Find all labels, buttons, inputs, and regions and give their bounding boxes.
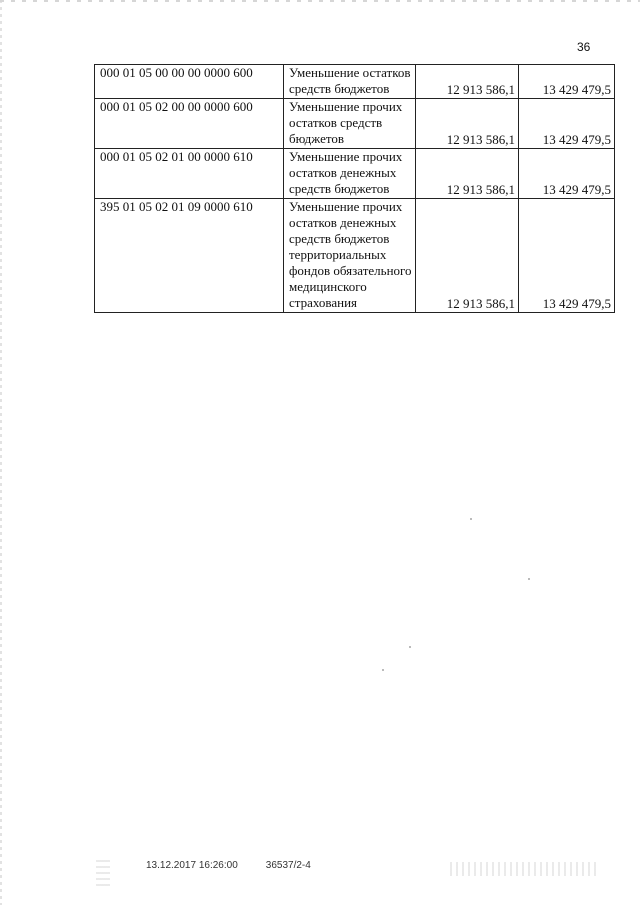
- row-value-1: 12 913 586,1: [416, 199, 519, 313]
- table-row: [95, 199, 615, 313]
- row-value-2: 13 429 479,5: [519, 199, 615, 313]
- row-value-1: 12 913 586,1: [416, 65, 519, 99]
- scan-speck: [528, 578, 530, 580]
- row-value-1: 12 913 586,1: [416, 149, 519, 199]
- row-description: Уменьшение прочих остатков средств бюджетов: [284, 99, 416, 149]
- footer-document-id: 36537/2-4: [265, 860, 311, 871]
- scan-speck: [470, 518, 472, 520]
- scan-noise: [96, 860, 110, 888]
- row-value-2: 13 429 479,5: [519, 149, 615, 199]
- scan-speck: [382, 669, 384, 671]
- table-row: [95, 99, 615, 149]
- scan-edge-left: [0, 0, 2, 905]
- page-number: 36: [577, 40, 591, 54]
- row-code: 000 01 05 02 01 00 0000 610: [95, 149, 284, 199]
- row-value-1: 12 913 586,1: [416, 99, 519, 149]
- footer-stamp: [146, 860, 311, 871]
- row-description: Уменьшение прочих остатков денежных средств бюджетов территориальных фондов обязательного медицинского страхования: [284, 199, 416, 313]
- footer-timestamp: 13.12.2017 16:26:00: [146, 860, 238, 871]
- row-value-2: 13 429 479,5: [519, 99, 615, 149]
- budget-table: [94, 64, 615, 313]
- row-code: 000 01 05 02 00 00 0000 600: [95, 99, 284, 149]
- table-row: [95, 65, 615, 99]
- scan-speck: [409, 646, 411, 648]
- scan-edge-top: [0, 0, 640, 2]
- row-code: 395 01 05 02 01 09 0000 610: [95, 199, 284, 313]
- row-value-2: 13 429 479,5: [519, 65, 615, 99]
- row-description: Уменьшение прочих остатков денежных средств бюджетов: [284, 149, 416, 199]
- row-code: 000 01 05 00 00 00 0000 600: [95, 65, 284, 99]
- scan-noise: [450, 862, 600, 876]
- table-row: [95, 149, 615, 199]
- row-description: Уменьшение остатков средств бюджетов: [284, 65, 416, 99]
